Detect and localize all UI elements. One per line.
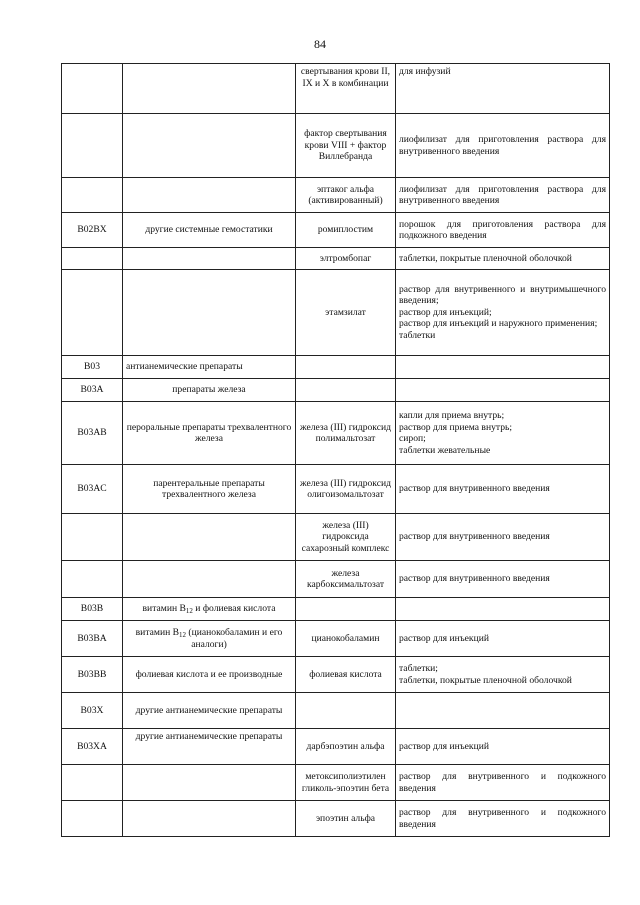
table-row <box>62 693 610 729</box>
dosage-form-cell <box>396 114 610 178</box>
table-row <box>62 657 610 693</box>
dosage-form: лиофилизат для приготовления раствора для внутривенного введения <box>399 183 606 206</box>
table-row <box>62 465 610 514</box>
dosage-form: раствор для инъекций <box>399 740 489 752</box>
dosage-form-cell <box>396 693 610 729</box>
group-cell <box>123 801 296 837</box>
table-row <box>62 178 610 213</box>
atc-code-cell <box>62 64 123 114</box>
group-cell: другие антианемические препараты <box>123 693 296 729</box>
inn-cell: железа карбоксимальтозат <box>296 561 396 598</box>
table-row <box>62 621 610 657</box>
dosage-form: раствор для внутривенного введения <box>399 531 550 543</box>
group-cell <box>123 64 296 114</box>
inn-cell: железа (III) гидроксида сахарозный комплекс <box>296 514 396 561</box>
dosage-form-cell <box>396 178 610 213</box>
inn-cell: дарбэпоэтин альфа <box>296 729 396 765</box>
drug-table <box>61 63 610 837</box>
group-text: (цианокобаламин и его аналоги) <box>186 627 283 650</box>
group-cell <box>123 765 296 801</box>
table-row <box>62 248 610 270</box>
group-cell <box>123 178 296 213</box>
dosage-form-cell <box>396 561 610 598</box>
dosage-form-cell <box>396 729 610 765</box>
inn-cell: цианокобаламин <box>296 621 396 657</box>
inn-cell: эпоэтин альфа <box>296 801 396 837</box>
table-row <box>62 514 610 561</box>
dosage-form: таблетки, покрытые пленочной оболочкой <box>399 252 572 264</box>
group-cell <box>123 598 296 621</box>
inn-cell: этамзилат <box>296 270 396 356</box>
dosage-form: таблетки, покрытые пленочной оболочкой <box>399 674 572 686</box>
dosage-form-cell <box>396 465 610 514</box>
group-cell: пероральные препараты трехвалентного железа <box>123 402 296 465</box>
dosage-form-cell <box>396 379 610 402</box>
group-cell: другие антианемические препараты <box>123 729 296 765</box>
group-cell <box>123 248 296 270</box>
inn-cell: ромиплостим <box>296 213 396 248</box>
inn-cell: фактор свертывания крови VIII + фактор Виллебранда <box>296 114 396 178</box>
table-row <box>62 213 610 248</box>
dosage-form: раствор для приема внутрь; <box>399 421 513 433</box>
dosage-form-cell <box>396 248 610 270</box>
dosage-form-cell <box>396 270 610 356</box>
atc-code-cell <box>62 514 123 561</box>
dosage-form: капли для приема внутрь; <box>399 410 505 421</box>
atc-code-cell <box>62 765 123 801</box>
atc-code-cell: B02BX <box>62 213 123 248</box>
atc-code-cell: B03BB <box>62 657 123 693</box>
table-row <box>62 561 610 598</box>
dosage-form: для инфузий <box>399 66 451 77</box>
inn-cell: железа (III) гидроксид полимальтозат <box>296 402 396 465</box>
group-subscript: 12 <box>179 631 187 639</box>
group-text: и фолиевая кислота <box>192 603 276 615</box>
table-row <box>62 379 610 402</box>
inn-cell: эптаког альфа (активированный) <box>296 178 396 213</box>
dosage-form: раствор для внутривенного и подкожного введения <box>399 807 606 830</box>
atc-code-cell <box>62 561 123 598</box>
atc-code-cell: B03 <box>62 356 123 379</box>
group-cell: антианемические препараты <box>123 356 296 379</box>
dosage-form-cell <box>396 356 610 379</box>
dosage-form: таблетки; <box>399 663 438 674</box>
dosage-form-cell <box>396 801 610 837</box>
dosage-form-cell <box>396 765 610 801</box>
group-cell: парентеральные препараты трехвалентного железа <box>123 465 296 514</box>
dosage-form: лиофилизат для приготовления раствора для внутривенного введения <box>399 134 606 157</box>
page-number: 84 <box>314 37 326 51</box>
inn-cell <box>296 356 396 379</box>
table-row <box>62 801 610 837</box>
dosage-form-cell <box>396 402 610 465</box>
table-row <box>62 729 610 765</box>
atc-code-cell <box>62 114 123 178</box>
group-text: витамин B <box>135 627 180 638</box>
atc-code-cell <box>62 178 123 213</box>
dosage-form: раствор для инъекций; <box>399 306 492 318</box>
group-cell <box>123 514 296 561</box>
dosage-form: сироп; <box>399 433 426 444</box>
dosage-form: раствор для внутривенного введения <box>399 483 550 495</box>
group-cell <box>123 270 296 356</box>
atc-code-cell: B03BA <box>62 621 123 657</box>
dosage-form-cell <box>396 621 610 657</box>
atc-code-cell: B03XA <box>62 729 123 765</box>
dosage-form-cell <box>396 657 610 693</box>
dosage-form-cell <box>396 598 610 621</box>
dosage-form: раствор для внутривенного и подкожного введения <box>399 771 606 794</box>
inn-cell: свертывания крови II, IX и X в комбинации <box>296 64 396 114</box>
atc-code-cell <box>62 270 123 356</box>
table-row <box>62 270 610 356</box>
atc-code-cell: B03B <box>62 598 123 621</box>
dosage-form: раствор для инъекций <box>399 632 489 644</box>
dosage-form-cell <box>396 64 610 114</box>
dosage-form: таблетки жевательные <box>399 444 491 456</box>
dosage-form: раствор для внутривенного и внутримышечного введения; <box>399 283 606 307</box>
dosage-form: раствор для инъекций и наружного применения; <box>399 318 598 330</box>
table-row <box>62 402 610 465</box>
table-row <box>62 765 610 801</box>
atc-code-cell: B03AB <box>62 402 123 465</box>
dosage-form: порошок для приготовления раствора для подкожного введения <box>399 218 606 241</box>
atc-code-cell <box>62 248 123 270</box>
group-text: витамин B <box>142 603 186 615</box>
group-subscript: 12 <box>185 607 193 616</box>
inn-cell: железа (III) гидроксид олигоизомальтозат <box>296 465 396 514</box>
inn-cell <box>296 379 396 402</box>
inn-cell: фолиевая кислота <box>296 657 396 693</box>
atc-code-cell: B03A <box>62 379 123 402</box>
inn-cell <box>296 693 396 729</box>
inn-cell <box>296 598 396 621</box>
dosage-form: раствор для внутривенного введения <box>399 573 550 585</box>
table-row <box>62 114 610 178</box>
table-row <box>62 356 610 379</box>
group-cell: фолиевая кислота и ее производные <box>123 657 296 693</box>
group-cell <box>123 621 296 657</box>
group-cell: другие системные гемостатики <box>123 213 296 248</box>
atc-code-cell: B03X <box>62 693 123 729</box>
dosage-form-cell <box>396 213 610 248</box>
table-row <box>62 598 610 621</box>
inn-cell: элтромбопаг <box>296 248 396 270</box>
table-row <box>62 64 610 114</box>
inn-cell: метоксиполиэтилен гликоль-эпоэтин бета <box>296 765 396 801</box>
group-cell <box>123 561 296 598</box>
group-cell: препараты железа <box>123 379 296 402</box>
group-cell <box>123 114 296 178</box>
dosage-form: таблетки <box>399 329 436 341</box>
dosage-form-cell <box>396 514 610 561</box>
atc-code-cell <box>62 801 123 837</box>
atc-code-cell: B03AC <box>62 465 123 514</box>
